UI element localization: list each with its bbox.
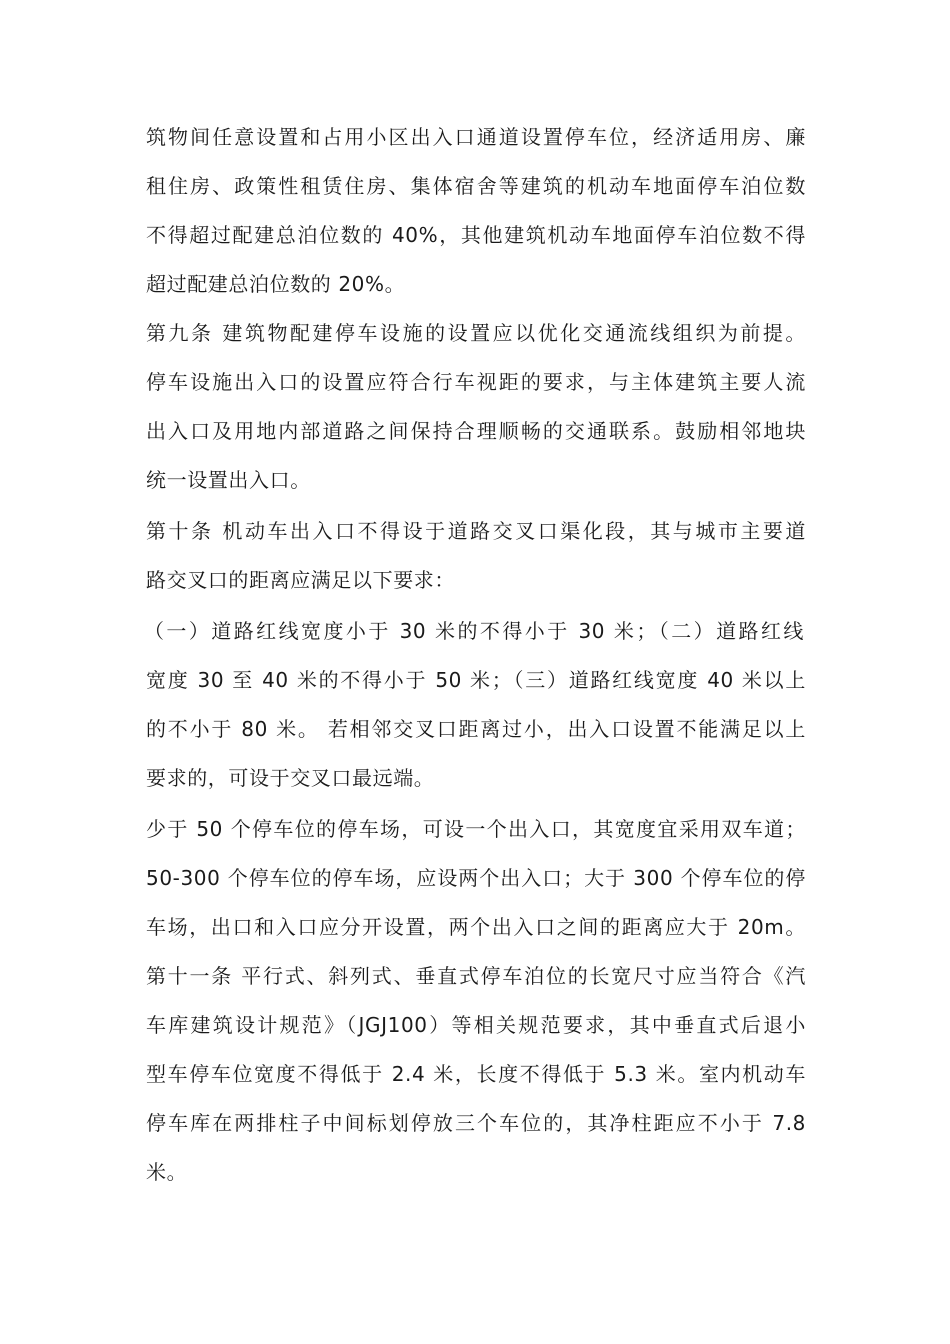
text-line: 宽度 30 至 40 米的不得小于 50 米；（三）道路红线宽度 40 米以上 — [146, 668, 806, 692]
text-line: 租住房、政策性租赁住房、集体宿舍等建筑的机动车地面停车泊位数 — [146, 174, 806, 198]
text-line: 统一设置出入口。 — [146, 468, 311, 492]
text-line: 要求的，可设于交叉口最远端。 — [146, 766, 435, 790]
text-line: 超过配建总泊位数的 20%。 — [146, 272, 406, 296]
text-line: 少于 50 个停车位的停车场，可设一个出入口，其宽度宜采用双车道； — [146, 817, 806, 841]
text-line: 不得超过配建总泊位数的 40%，其他建筑机动车地面停车泊位数不得 — [146, 223, 806, 247]
text-line: 车场，出口和入口应分开设置，两个出入口之间的距离应大于 20m。 — [146, 915, 806, 939]
text-line: （一）道路红线宽度小于 30 米的不得小于 30 米；（二）道路红线 — [144, 619, 804, 643]
text-line: 出入口及用地内部道路之间保持合理顺畅的交通联系。鼓励相邻地块 — [146, 419, 806, 443]
text-line: 50-300 个停车位的停车场，应设两个出入口；大于 300 个停车位的停 — [146, 866, 806, 890]
article-11-heading-line: 第十一条 平行式、斜列式、垂直式停车泊位的长宽尺寸应当符合《汽 — [146, 964, 806, 988]
text-line: 车库建筑设计规范》（JGJ100）等相关规范要求，其中垂直式后退小 — [146, 1013, 806, 1037]
text-line: 路交叉口的距离应满足以下要求： — [146, 568, 455, 592]
text-line: 的不小于 80 米。 若相邻交叉口距离过小，出入口设置不能满足以上 — [146, 717, 806, 741]
text-line: 停车设施出入口的设置应符合行车视距的要求，与主体建筑主要人流 — [146, 370, 806, 394]
text-line: 米。 — [146, 1160, 188, 1184]
text-line: 停车库在两排柱子中间标划停放三个车位的，其净柱距应不小于 7.8 — [146, 1111, 806, 1135]
article-9-heading-line: 第九条 建筑物配建停车设施的设置应以优化交通流线组织为前提。 — [146, 321, 806, 345]
text-line: 筑物间任意设置和占用小区出入口通道设置停车位，经济适用房、廉 — [146, 125, 806, 149]
text-line: 型车停车位宽度不得低于 2.4 米，长度不得低于 5.3 米。室内机动车 — [146, 1062, 806, 1086]
article-10-heading-line: 第十条 机动车出入口不得设于道路交叉口渠化段，其与城市主要道 — [146, 519, 806, 543]
